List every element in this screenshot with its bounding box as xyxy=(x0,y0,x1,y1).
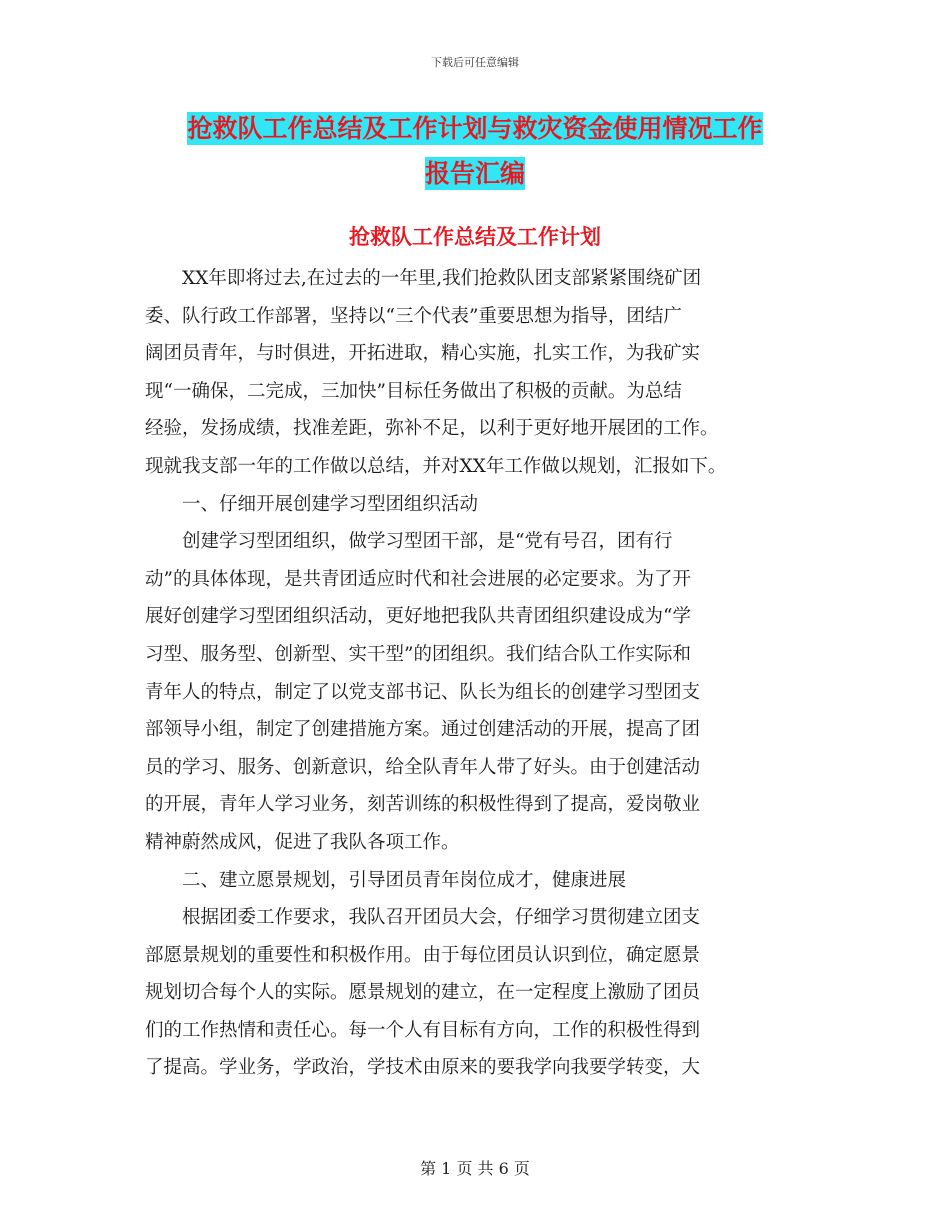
text-line: 青年人的特点，制定了以党支部书记、队长为组长的创建学习型团支 xyxy=(145,681,701,703)
text-line: 委、队行政工作部署，坚持以“三个代表”重要思想为指导，团结广 xyxy=(145,305,682,327)
heading-two xyxy=(145,862,805,900)
paragraph-learning-organization xyxy=(145,523,805,861)
paragraph-vision-plan xyxy=(145,899,805,1087)
header-note: 下载后可任意编辑 xyxy=(431,56,519,69)
paragraph-intro xyxy=(145,260,805,486)
text-line: 的开展，青年人学习业务，刻苦训练的积极性得到了提高，爱岗敬业 xyxy=(145,794,701,816)
text-line: 员的学习、服务、创新意识，给全队青年人带了好头。由于创建活动 xyxy=(145,756,701,778)
text-line: 规划切合每个人的实际。愿景规划的建立，在一定程度上激励了团员 xyxy=(145,982,701,1004)
text-line: 现“一确保，二完成，三加快”目标任务做出了积极的贡献。为总结 xyxy=(145,380,682,402)
document-title xyxy=(145,108,805,198)
text-line: 了提高。学业务，学政治，学技术由原来的要我学向我要学转变，大 xyxy=(145,1057,701,1079)
text-line: 部领导小组，制定了创建措施方案。通过创建活动的开展，提高了团 xyxy=(145,719,701,741)
text-line: 们的工作热情和责任心。每一个人有目标有方向，工作的积极性得到 xyxy=(145,1019,701,1041)
text-line: 部愿景规划的重要性和积极作用。由于每位团员认识到位，确定愿景 xyxy=(145,944,701,966)
section-title: 抢救队工作总结及工作计划 xyxy=(349,225,601,249)
text-line: XX年即将过去,在过去的一年里,我们抢救队团支部紧紧围绕矿团 xyxy=(145,268,702,289)
text-line: 现就我支部一年的工作做以总结，并对XX年工作做以规划，汇报如下。 xyxy=(145,455,727,477)
text-line: 动”的具体体现，是共青团适应时代和社会进展的必定要求。为了开 xyxy=(145,568,691,590)
heading-one xyxy=(145,486,805,524)
text-line: 一、仔细开展创建学习型团组织活动 xyxy=(145,493,479,515)
page-number-footer: 第 1 页 共 6 页 xyxy=(420,1159,530,1178)
text-line: 二、建立愿景规划，引导团员青年岗位成才，健康进展 xyxy=(145,869,627,891)
text-line: 创建学习型团组织，做学习型团干部，是“党有号召，团有行 xyxy=(145,531,673,553)
document-title-line-2: 报告汇编 xyxy=(424,159,525,188)
text-line: 经验，发扬成绩，找准差距，弥补不足，以利于更好地开展团的工作。 xyxy=(145,418,719,440)
document-title-line-1: 抢救队工作总结及工作计划与救灾资金使用情况工作 xyxy=(187,114,763,143)
text-line: 根据团委工作要求，我队召开团员大会，仔细学习贯彻建立团支 xyxy=(145,907,701,929)
document-body xyxy=(145,260,805,1087)
text-line: 展好创建学习型团组织活动，更好地把我队共青团组织建设成为“学 xyxy=(145,606,691,628)
text-line: 精神蔚然成风，促进了我队各项工作。 xyxy=(145,831,460,853)
text-line: 阔团员青年，与时俱进，开拓进取，精心实施，扎实工作，为我矿实 xyxy=(145,343,701,365)
text-line: 习型、服务型、创新型、实干型”的团组织。我们结合队工作实际和 xyxy=(145,643,691,665)
